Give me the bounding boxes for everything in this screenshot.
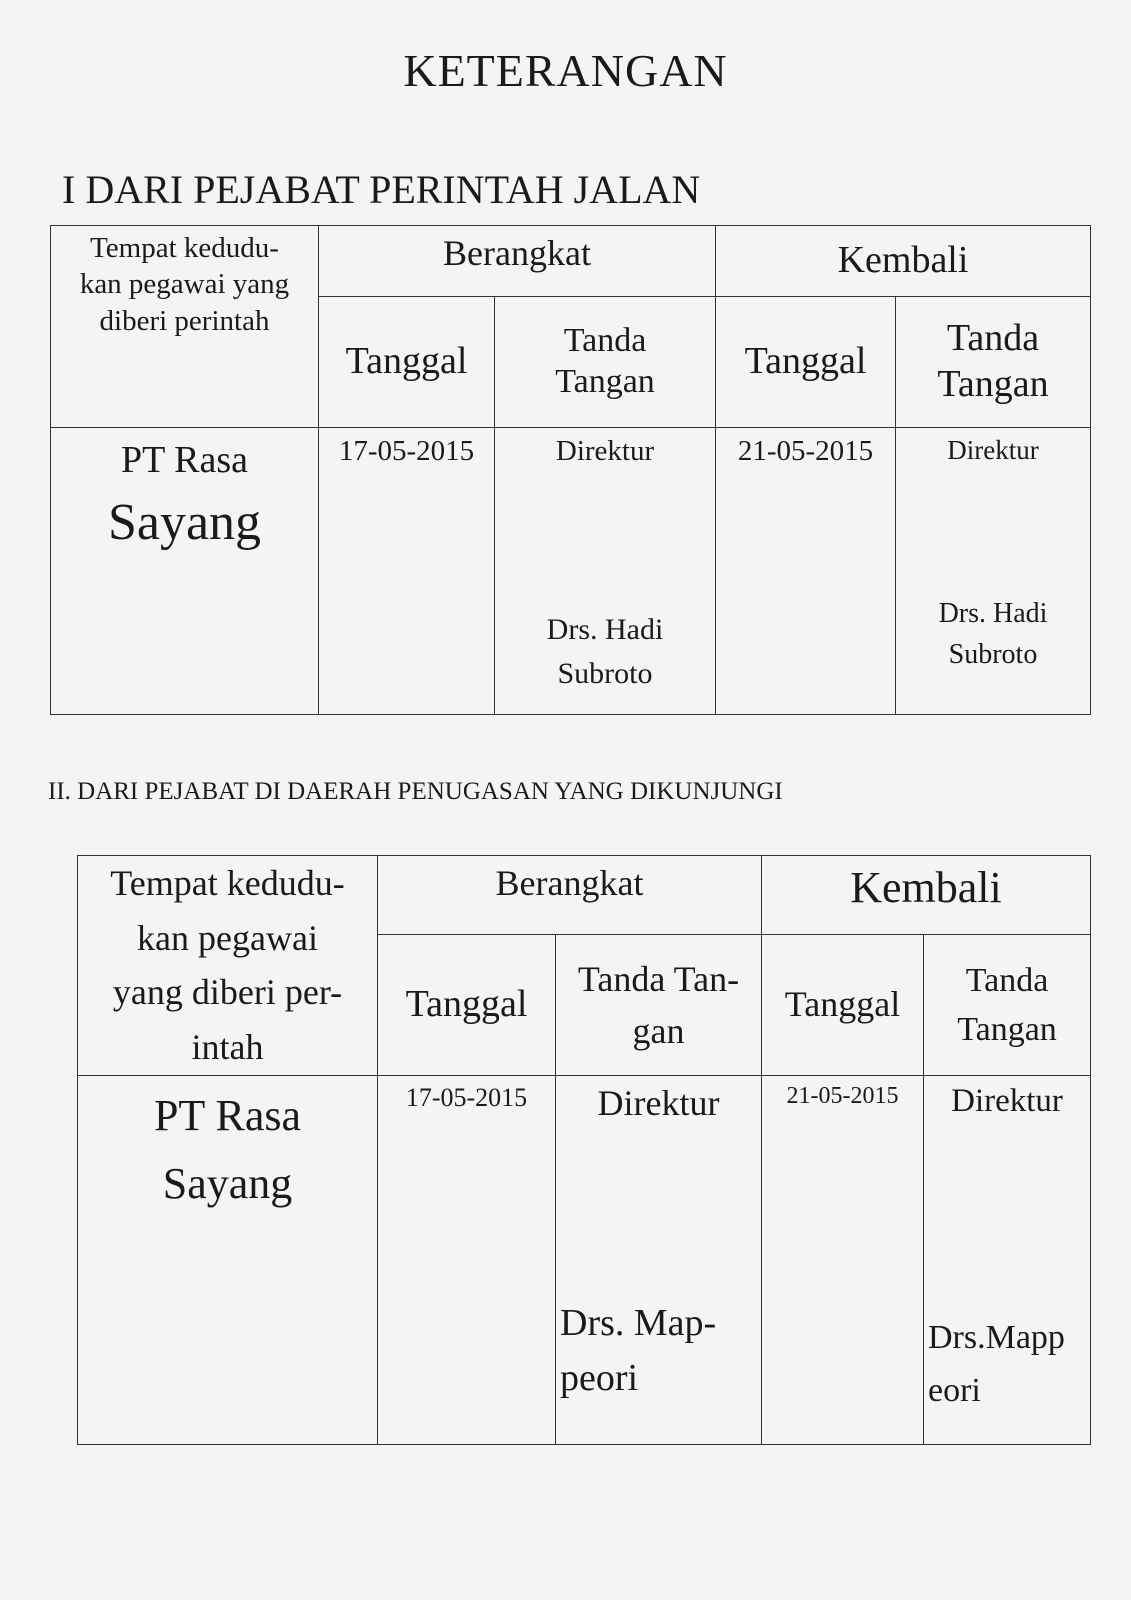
place-header-line: Tempat kedudu- — [90, 232, 279, 264]
signer-role: Direktur — [951, 1083, 1063, 1119]
berangkat-signature — [495, 428, 716, 715]
page-title: KETERANGAN — [403, 45, 728, 96]
berangkat-header: Berangkat — [378, 856, 762, 935]
kembali-header: Kembali — [762, 856, 1091, 935]
signer-name — [896, 594, 1090, 675]
tanda-line: Tangan — [555, 363, 655, 400]
kembali-tanda-header — [924, 935, 1091, 1076]
tanda-line: Tanda — [965, 961, 1049, 999]
kembali-signature — [924, 1076, 1091, 1445]
tanda-line: Tanda — [563, 322, 647, 360]
berangkat-header: Berangkat — [319, 226, 716, 297]
signer-name — [928, 1312, 1090, 1417]
section-1-heading: I DARI PEJABAT PERINTAH JALAN — [62, 167, 701, 212]
place-header-line: yang diberi per- — [112, 972, 343, 1013]
section-1-table — [50, 225, 1091, 715]
tanda-line: Tangan — [937, 363, 1049, 405]
berangkat-tanda-header — [556, 935, 762, 1076]
berangkat-tanggal-header: Tanggal — [378, 935, 556, 1076]
berangkat-tanda-header — [495, 297, 716, 428]
company-name — [78, 1076, 378, 1445]
signer-name-line: Drs. Hadi — [546, 613, 664, 646]
tanda-line: Tanda — [946, 317, 1040, 360]
kembali-header: Kembali — [716, 226, 1091, 297]
signer-name-line: Drs. Hadi — [938, 598, 1048, 629]
table-header-row — [51, 226, 1091, 297]
place-header — [51, 226, 319, 428]
kembali-tanggal-header: Tanggal — [762, 935, 924, 1076]
company-line: Sayang — [162, 1159, 293, 1209]
signer-name — [495, 608, 715, 695]
berangkat-date: 17-05-2015 — [319, 428, 495, 715]
berangkat-signature — [556, 1076, 762, 1445]
company-name — [51, 428, 319, 715]
signer-name-line: Drs.Mapp — [928, 1319, 1065, 1356]
berangkat-tanggal-header: Tanggal — [319, 297, 495, 428]
company-line: PT Rasa — [153, 1091, 302, 1140]
berangkat-date: 17-05-2015 — [378, 1076, 556, 1445]
company-line: PT Rasa — [120, 439, 249, 481]
signer-name-line: eori — [928, 1371, 981, 1409]
tanda-line: gan — [632, 1011, 685, 1051]
signer-name — [560, 1296, 761, 1406]
section-2-table — [77, 855, 1091, 1445]
signer-name-line: Subroto — [948, 638, 1038, 670]
section-2-heading: II. DARI PEJABAT DI DAERAH PENUGASAN YANG DIKUNJUNGI — [48, 778, 783, 805]
tanda-line: Tanda Tan- — [577, 958, 740, 999]
kembali-tanggal-header: Tanggal — [716, 297, 896, 428]
kembali-signature — [896, 428, 1091, 715]
signer-name-line: peori — [560, 1357, 639, 1400]
company-line: Sayang — [107, 494, 262, 552]
table-row — [51, 428, 1091, 715]
signer-name-line: Drs. Map- — [560, 1302, 717, 1344]
signer-role: Direktur — [597, 1083, 720, 1123]
place-header — [78, 856, 378, 1076]
signer-role: Direktur — [555, 435, 655, 467]
table-row — [78, 1076, 1091, 1445]
signer-name-line: Subroto — [557, 656, 653, 690]
signer-role: Direktur — [947, 435, 1039, 465]
place-header-line: kan pegawai yang — [79, 268, 290, 301]
tanda-line: Tangan — [957, 1011, 1057, 1048]
place-header-line: intah — [191, 1027, 264, 1068]
kembali-tanda-header — [896, 297, 1091, 428]
kembali-date: 21-05-2015 — [716, 428, 896, 715]
place-header-line: kan pegawai — [137, 917, 318, 958]
place-header-line: Tempat kedudu- — [110, 863, 345, 903]
kembali-date: 21-05-2015 — [762, 1076, 924, 1445]
place-header-line: diberi perintah — [99, 304, 270, 337]
table-header-row — [78, 856, 1091, 935]
